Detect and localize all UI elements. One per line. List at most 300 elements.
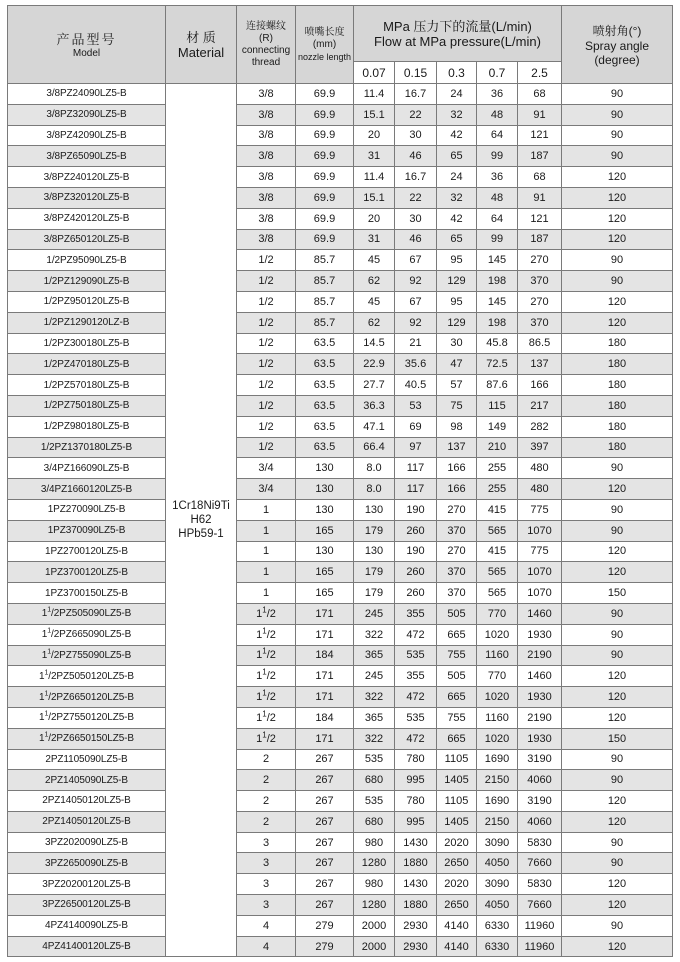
thread-cell	[237, 707, 296, 728]
flow-cell-0.07: 245	[354, 666, 395, 687]
length-cell: 171	[296, 728, 354, 749]
flow-cell-0.7: 210	[477, 437, 518, 458]
flow-cell-0.7: 36	[477, 84, 518, 105]
model-cell	[8, 791, 166, 812]
length-cell: 267	[296, 832, 354, 853]
thread-cell	[237, 853, 296, 874]
flow-cell-0.3: 370	[437, 583, 477, 604]
flow-cell-0.07: 8.0	[354, 458, 395, 479]
thread-cell	[237, 832, 296, 853]
length-cell: 69.9	[296, 208, 354, 229]
table-row	[8, 395, 673, 416]
model-text: /2PZ5050120LZ5-B	[48, 670, 134, 682]
flow-cell-0.07: 322	[354, 687, 395, 708]
thread-superscript: 1	[262, 646, 267, 656]
thread-cell	[237, 895, 296, 916]
pressure-header: 0.7	[477, 62, 518, 84]
flow-cell-0.3: 95	[437, 291, 477, 312]
flow-cell-0.15: 995	[395, 811, 437, 832]
length-cell: 69.9	[296, 104, 354, 125]
flow-cell-2.5: 370	[518, 312, 562, 333]
flow-cell-0.3: 166	[437, 458, 477, 479]
model-text: 1PZ270090LZ5-B	[47, 504, 126, 516]
angle-cell: 120	[562, 936, 673, 957]
flow-cell-0.15: 260	[395, 583, 437, 604]
model-text: 1/2PZ300180LZ5-B	[43, 337, 130, 349]
model-column-header	[8, 6, 166, 84]
flow-cell-0.3: 47	[437, 354, 477, 375]
model-cell	[8, 936, 166, 957]
angle-header-en2: (degree)	[594, 53, 640, 67]
model-text: /2PZ665090LZ5-B	[51, 629, 132, 641]
flow-cell-0.15: 472	[395, 624, 437, 645]
model-cell	[8, 250, 166, 271]
flow-cell-0.15: 53	[395, 395, 437, 416]
angle-cell: 180	[562, 395, 673, 416]
length-cell: 63.5	[296, 354, 354, 375]
flow-cell-0.7: 1020	[477, 687, 518, 708]
flow-cell-0.7: 145	[477, 250, 518, 271]
length-cell: 279	[296, 936, 354, 957]
model-text: 2PZ14050120LZ5-B	[42, 795, 131, 807]
table-row	[8, 936, 673, 957]
flow-cell-0.7: 255	[477, 479, 518, 500]
table-row	[8, 645, 673, 666]
table-row	[8, 811, 673, 832]
flow-cell-2.5: 3190	[518, 749, 562, 770]
flow-cell-0.15: 1880	[395, 853, 437, 874]
angle-cell: 120	[562, 811, 673, 832]
flow-cell-0.3: 370	[437, 520, 477, 541]
thread-cell	[237, 84, 296, 105]
flow-cell-0.15: 472	[395, 728, 437, 749]
flow-cell-0.3: 505	[437, 603, 477, 624]
model-cell	[8, 437, 166, 458]
model-superscript: 1	[47, 627, 52, 635]
model-cell	[8, 479, 166, 500]
thread-text: /2	[266, 649, 276, 662]
angle-cell: 90	[562, 84, 673, 105]
flow-cell-0.15: 117	[395, 458, 437, 479]
flow-cell-0.15: 2930	[395, 936, 437, 957]
flow-cell-0.3: 129	[437, 271, 477, 292]
thread-cell	[237, 936, 296, 957]
table-row	[8, 84, 673, 105]
flow-cell-2.5: 4060	[518, 811, 562, 832]
flow-cell-0.15: 40.5	[395, 375, 437, 396]
model-superscript: 1	[47, 648, 52, 656]
flow-cell-0.15: 97	[395, 437, 437, 458]
table-row	[8, 562, 673, 583]
table-row	[8, 458, 673, 479]
model-text: 1/2PZ980180LZ5-B	[43, 421, 130, 433]
thread-prefix: 1	[256, 670, 263, 683]
length-cell: 69.9	[296, 187, 354, 208]
thread-text: 4	[262, 940, 270, 953]
flow-cell-0.07: 22.9	[354, 354, 395, 375]
angle-cell: 90	[562, 499, 673, 520]
angle-cell: 150	[562, 583, 673, 604]
thread-text: 3	[262, 836, 270, 849]
flow-cell-0.7: 770	[477, 603, 518, 624]
model-text: 4PZ41400120LZ5-B	[42, 941, 131, 953]
length-cell: 279	[296, 915, 354, 936]
thread-header-en2: thread	[251, 56, 281, 68]
flow-cell-0.7: 3090	[477, 832, 518, 853]
thread-text: /2	[266, 670, 276, 683]
model-cell	[8, 125, 166, 146]
table-row	[8, 250, 673, 271]
length-cell: 130	[296, 541, 354, 562]
angle-cell: 150	[562, 728, 673, 749]
thread-text: 4	[262, 919, 270, 932]
thread-text: 3/8	[258, 191, 274, 204]
flow-cell-2.5: 775	[518, 499, 562, 520]
table-row	[8, 479, 673, 500]
model-cell	[8, 562, 166, 583]
flow-cell-2.5: 11960	[518, 936, 562, 957]
flow-cell-0.3: 1405	[437, 811, 477, 832]
model-superscript: 1	[44, 710, 49, 718]
flow-cell-0.7: 3090	[477, 874, 518, 895]
angle-cell: 90	[562, 915, 673, 936]
flow-cell-0.3: 755	[437, 707, 477, 728]
flow-cell-2.5: 5830	[518, 874, 562, 895]
material-line1: 1Cr18Ni9Ti	[172, 500, 230, 513]
flow-cell-0.15: 16.7	[395, 84, 437, 105]
model-cell	[8, 874, 166, 895]
flow-cell-0.07: 130	[354, 499, 395, 520]
flow-cell-0.07: 31	[354, 146, 395, 167]
material-line2: H62	[190, 514, 212, 527]
angle-cell: 120	[562, 707, 673, 728]
table-row	[8, 499, 673, 520]
angle-cell: 180	[562, 333, 673, 354]
thread-cell	[237, 437, 296, 458]
thread-text: 2	[262, 753, 270, 766]
flow-cell-0.3: 505	[437, 666, 477, 687]
flow-cell-0.07: 20	[354, 208, 395, 229]
flow-cell-2.5: 1460	[518, 666, 562, 687]
length-cell: 85.7	[296, 250, 354, 271]
length-cell: 184	[296, 645, 354, 666]
angle-cell: 120	[562, 874, 673, 895]
pressure-header: 0.15	[395, 62, 437, 84]
length-cell: 267	[296, 895, 354, 916]
model-cell	[8, 333, 166, 354]
thread-text: 2	[262, 794, 270, 807]
flow-cell-0.7: 4050	[477, 853, 518, 874]
flow-cell-0.3: 32	[437, 104, 477, 125]
angle-cell: 90	[562, 832, 673, 853]
material-header-zh: 材 质	[186, 29, 216, 45]
thread-text: 1	[262, 524, 270, 537]
flow-cell-2.5: 282	[518, 416, 562, 437]
angle-cell: 90	[562, 770, 673, 791]
thread-cell	[237, 291, 296, 312]
flow-cell-2.5: 1070	[518, 562, 562, 583]
length-cell: 69.9	[296, 146, 354, 167]
thread-cell	[237, 416, 296, 437]
flow-cell-0.15: 1430	[395, 832, 437, 853]
model-text: 1/2PZ950120LZ5-B	[43, 296, 130, 308]
angle-cell: 120	[562, 562, 673, 583]
model-cell	[8, 895, 166, 916]
flow-cell-0.07: 20	[354, 125, 395, 146]
thread-cell	[237, 749, 296, 770]
flow-cell-2.5: 91	[518, 187, 562, 208]
thread-cell	[237, 874, 296, 895]
thread-text: 1	[262, 503, 270, 516]
material-header-en: Material	[177, 44, 225, 60]
table-row	[8, 125, 673, 146]
flow-header-en: Flow at MPa pressure(L/min)	[374, 33, 541, 49]
length-header-unit: (mm)	[312, 38, 337, 50]
model-text: /2PZ6650150LZ5-B	[48, 733, 134, 745]
table-row	[8, 624, 673, 645]
flow-cell-0.3: 1105	[437, 791, 477, 812]
thread-cell	[237, 624, 296, 645]
length-header-en: nozzle length	[297, 51, 352, 62]
model-prefix: 1	[39, 691, 45, 703]
flow-cell-2.5: 1930	[518, 624, 562, 645]
thread-text: 1	[262, 566, 270, 579]
flow-cell-0.15: 780	[395, 791, 437, 812]
flow-cell-0.07: 179	[354, 562, 395, 583]
length-cell: 267	[296, 853, 354, 874]
flow-cell-0.07: 535	[354, 791, 395, 812]
flow-cell-2.5: 1070	[518, 583, 562, 604]
thread-text: 3	[262, 857, 270, 870]
model-text: 1/2PZ750180LZ5-B	[43, 400, 130, 412]
thread-superscript: 1	[262, 729, 267, 739]
thread-text: /2	[266, 732, 276, 745]
angle-cell: 90	[562, 853, 673, 874]
flow-cell-0.15: 190	[395, 541, 437, 562]
flow-cell-2.5: 3190	[518, 791, 562, 812]
model-text: 3/8PZ320120LZ5-B	[43, 192, 130, 204]
table-row	[8, 895, 673, 916]
flow-cell-0.7: 198	[477, 312, 518, 333]
flow-cell-0.15: 30	[395, 125, 437, 146]
flow-cell-0.3: 65	[437, 229, 477, 250]
table-row	[8, 187, 673, 208]
length-cell: 165	[296, 583, 354, 604]
flow-cell-0.15: 535	[395, 707, 437, 728]
flow-cell-0.07: 62	[354, 312, 395, 333]
flow-cell-2.5: 2190	[518, 707, 562, 728]
model-prefix: 1	[39, 670, 45, 682]
model-cell	[8, 208, 166, 229]
flow-cell-0.7: 2150	[477, 770, 518, 791]
flow-cell-2.5: 1460	[518, 603, 562, 624]
angle-column-header	[562, 6, 673, 84]
flow-cell-0.7: 198	[477, 271, 518, 292]
flow-cell-2.5: 4060	[518, 770, 562, 791]
flow-cell-0.15: 260	[395, 562, 437, 583]
thread-text: 1/2	[258, 420, 274, 433]
angle-cell: 120	[562, 791, 673, 812]
thread-text: 3/8	[258, 171, 274, 184]
angle-cell: 90	[562, 458, 673, 479]
flow-cell-0.07: 15.1	[354, 104, 395, 125]
thread-superscript: 1	[262, 709, 267, 719]
flow-cell-0.7: 1020	[477, 624, 518, 645]
model-cell	[8, 187, 166, 208]
length-cell: 63.5	[296, 333, 354, 354]
model-text: 1/2PZ470180LZ5-B	[43, 358, 130, 370]
flow-cell-0.15: 67	[395, 250, 437, 271]
thread-text: 3/8	[258, 233, 274, 246]
flow-cell-0.07: 2000	[354, 936, 395, 957]
thread-text: 3	[262, 878, 270, 891]
length-cell: 69.9	[296, 84, 354, 105]
angle-cell: 120	[562, 666, 673, 687]
thread-text: 3/8	[258, 129, 274, 142]
flow-cell-2.5: 187	[518, 229, 562, 250]
flow-cell-0.3: 270	[437, 499, 477, 520]
model-cell	[8, 229, 166, 250]
model-prefix: 1	[41, 649, 48, 661]
model-prefix: 1	[39, 733, 45, 745]
model-cell	[8, 645, 166, 666]
table-row	[8, 687, 673, 708]
length-cell: 171	[296, 687, 354, 708]
model-cell	[8, 291, 166, 312]
thread-cell	[237, 541, 296, 562]
angle-cell: 90	[562, 104, 673, 125]
table-body	[8, 84, 673, 957]
flow-cell-0.07: 27.7	[354, 375, 395, 396]
thread-text: 1/2	[258, 358, 274, 371]
model-text: 2PZ1105090LZ5-B	[45, 753, 128, 765]
thread-text: 1/2	[258, 295, 274, 308]
length-cell: 69.9	[296, 125, 354, 146]
thread-cell	[237, 915, 296, 936]
thread-superscript: 1	[262, 688, 267, 698]
thread-text: 1/2	[258, 441, 274, 454]
thread-cell	[237, 458, 296, 479]
model-cell	[8, 167, 166, 188]
flow-cell-0.07: 36.3	[354, 395, 395, 416]
flow-cell-0.7: 1160	[477, 707, 518, 728]
flow-cell-0.15: 92	[395, 312, 437, 333]
table-row	[8, 208, 673, 229]
thread-text: 3/8	[258, 212, 274, 225]
model-text: 1PZ3700120LZ5-B	[44, 566, 128, 578]
thread-cell	[237, 395, 296, 416]
flow-cell-0.7: 72.5	[477, 354, 518, 375]
angle-header-zh: 喷射角(°)	[592, 24, 642, 38]
length-cell: 165	[296, 562, 354, 583]
flow-cell-0.7: 149	[477, 416, 518, 437]
flow-cell-2.5: 137	[518, 354, 562, 375]
flow-cell-0.07: 980	[354, 832, 395, 853]
flow-cell-0.3: 166	[437, 479, 477, 500]
flow-cell-0.7: 565	[477, 583, 518, 604]
thread-superscript: 1	[262, 667, 267, 677]
thread-cell	[237, 791, 296, 812]
flow-cell-0.07: 535	[354, 749, 395, 770]
angle-header-en1: Spray angle	[584, 39, 650, 53]
thread-text: 1/2	[258, 275, 274, 288]
flow-cell-2.5: 1930	[518, 687, 562, 708]
angle-cell: 90	[562, 645, 673, 666]
length-cell: 171	[296, 624, 354, 645]
thread-cell	[237, 811, 296, 832]
thread-text: 1	[262, 587, 270, 600]
model-text: 3/8PZ420120LZ5-B	[43, 213, 130, 225]
flow-cell-0.07: 11.4	[354, 84, 395, 105]
flow-cell-0.7: 565	[477, 520, 518, 541]
thread-superscript: 1	[262, 605, 267, 615]
length-cell: 69.9	[296, 229, 354, 250]
flow-cell-0.3: 95	[437, 250, 477, 271]
material-line3: HPb59-1	[178, 528, 224, 541]
model-text: 3/8PZ65090LZ5-B	[46, 150, 127, 162]
model-superscript: 1	[44, 731, 49, 739]
flow-cell-0.3: 24	[437, 84, 477, 105]
flow-header-zh: MPa 压力下的流量(L/min)	[383, 18, 532, 34]
flow-cell-0.3: 42	[437, 208, 477, 229]
thread-prefix: 1	[256, 628, 263, 641]
length-cell: 184	[296, 707, 354, 728]
length-cell: 267	[296, 811, 354, 832]
thread-cell	[237, 250, 296, 271]
flow-cell-0.7: 115	[477, 395, 518, 416]
thread-text: 2	[262, 774, 270, 787]
table-row	[8, 104, 673, 125]
angle-cell: 90	[562, 250, 673, 271]
flow-cell-0.07: 322	[354, 624, 395, 645]
flow-cell-0.7: 4050	[477, 895, 518, 916]
model-text: 3/8PZ32090LZ5-B	[46, 109, 127, 121]
flow-cell-0.15: 190	[395, 499, 437, 520]
angle-cell: 120	[562, 291, 673, 312]
thread-cell	[237, 104, 296, 125]
table-row	[8, 583, 673, 604]
pressure-header: 2.5	[518, 62, 562, 84]
table-row	[8, 354, 673, 375]
length-cell: 267	[296, 874, 354, 895]
thread-cell	[237, 187, 296, 208]
flow-cell-0.3: 137	[437, 437, 477, 458]
flow-cell-0.07: 130	[354, 541, 395, 562]
flow-cell-2.5: 1070	[518, 520, 562, 541]
length-cell: 165	[296, 520, 354, 541]
thread-header-zh: 连接螺纹	[246, 20, 286, 32]
angle-cell: 90	[562, 749, 673, 770]
model-text: 3/8PZ650120LZ5-B	[43, 233, 130, 245]
angle-cell: 120	[562, 187, 673, 208]
thread-cell	[237, 562, 296, 583]
flow-cell-0.15: 355	[395, 603, 437, 624]
table-row	[8, 333, 673, 354]
model-text: /2PZ7550120LZ5-B	[48, 712, 134, 724]
flow-cell-0.15: 46	[395, 229, 437, 250]
flow-cell-0.3: 2650	[437, 853, 477, 874]
model-cell	[8, 375, 166, 396]
flow-cell-0.3: 755	[437, 645, 477, 666]
flow-cell-0.7: 64	[477, 208, 518, 229]
angle-cell: 120	[562, 312, 673, 333]
flow-cell-0.7: 1690	[477, 791, 518, 812]
thread-cell	[237, 146, 296, 167]
flow-cell-0.3: 1105	[437, 749, 477, 770]
table-row	[8, 603, 673, 624]
flow-cell-0.7: 6330	[477, 915, 518, 936]
model-cell	[8, 832, 166, 853]
